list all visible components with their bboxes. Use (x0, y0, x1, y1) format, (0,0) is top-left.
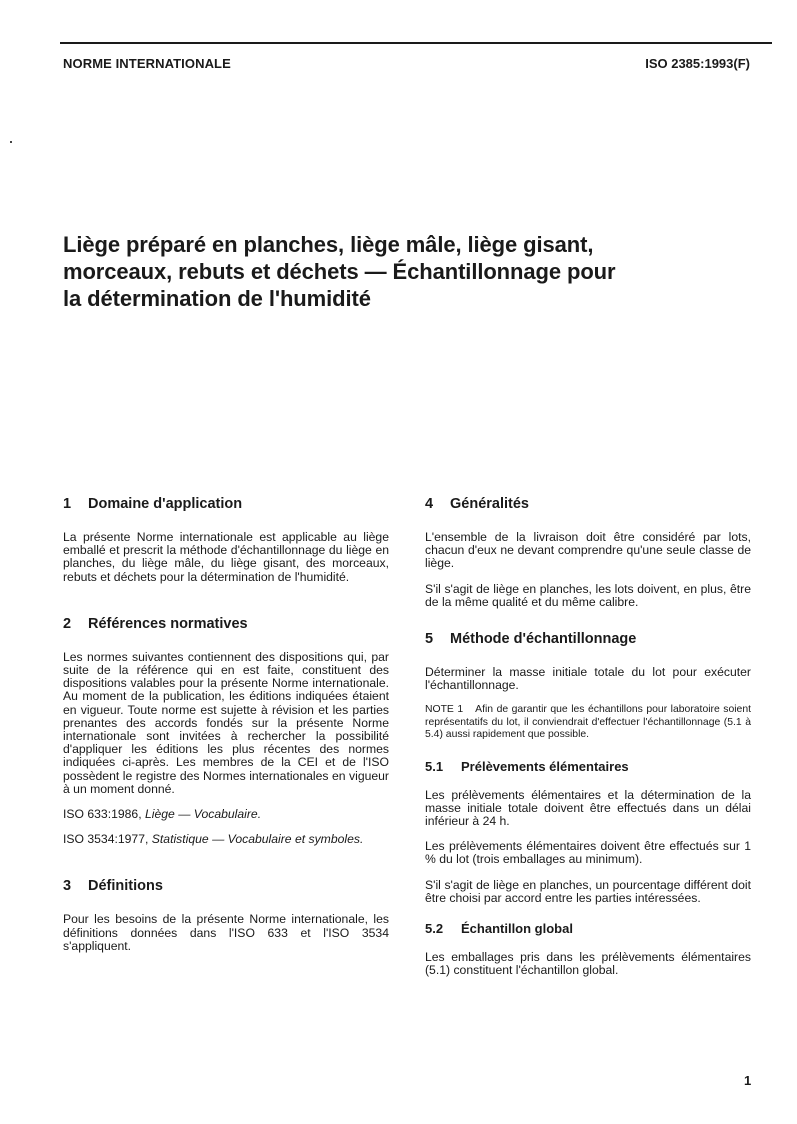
left-column (63, 495, 389, 965)
section-number: 5 (425, 631, 434, 648)
section-heading (63, 615, 389, 633)
section-title: Méthode d'échantillonnage (450, 631, 637, 648)
reference-title: Statistique — Vocabulaire et symboles. (151, 832, 364, 847)
subsection-5-1 (425, 759, 751, 905)
standard-reference: ISO 2385:1993(F) (645, 56, 750, 71)
note (425, 704, 751, 741)
paragraph: Pour les besoins de la présente Norme internationale, les définitions données dans l'ISO 633 et l'ISO 3534 s'appliquent. (63, 912, 389, 953)
section-1 (63, 495, 389, 584)
note-text: Afin de garantir que les échantillons pour laboratoire soient représentatifs du lot, il conviendrait d'effectuer l'échantillonnage (5.1 à 5.4) aussi rapidement que possible. (425, 704, 752, 741)
section-title: Définitions (88, 878, 163, 895)
paragraph: Les normes suivantes contiennent des dispositions qui, par suite de la référence qui en est faite, constituent des dispositions valables pour la présente Norme internationale. Au moment de la publication, les éditions indiquées étaient en vigueur. Toute norme est sujette à révision et les parties prenantes des accords fondés sur la présente Norme internationale sont invitées à rechercher la possibilité d'appliquer les éditions les plus récentes des normes indiquées ci-après. Les membres de la CEI et de l'ISO possèdent le registre des Normes internationales en vigueur à un moment donné. (63, 649, 389, 796)
scan-speck (10, 141, 12, 143)
section-number: 1 (63, 496, 72, 512)
subsection-title: Prélèvements élémentaires (461, 758, 629, 774)
section-2 (63, 615, 389, 847)
subsection-number: 5.1 (425, 758, 444, 774)
normative-reference (63, 808, 389, 821)
section-heading (425, 495, 751, 513)
paragraph: Les prélèvements élémentaires et la détermination de la masse initiale totale doivent être effectués dans un délai inférieur à 24 h. (425, 787, 751, 829)
paragraph: Les emballages pris dans les prélèvements élémentaires (5.1) constituent l'échantillon global. (425, 950, 751, 978)
note-label: NOTE 1 (425, 704, 464, 716)
section-title: Références normatives (88, 615, 248, 632)
paragraph: L'ensemble de la livraison doit être considéré par lots, chacun d'eux ne devant comprendre qu'une seule classe de liège. (425, 530, 751, 571)
section-number: 4 (425, 496, 434, 512)
section-heading (63, 877, 389, 895)
paragraph: Déterminer la masse initiale totale du lot pour exécuter l'échantillonnage. (425, 665, 751, 693)
subsection-heading (425, 921, 751, 937)
section-4 (425, 495, 751, 609)
page-number: 1 (744, 1073, 752, 1088)
document-type-label: NORME INTERNATIONALE (63, 56, 231, 71)
reference-title: Liège — Vocabulaire. (145, 807, 262, 822)
section-number: 3 (63, 878, 72, 895)
header-rule (60, 42, 772, 44)
right-column (425, 495, 751, 989)
section-heading (63, 495, 389, 513)
section-3 (63, 877, 389, 953)
subsection-heading (425, 759, 751, 775)
title-line-2: morceaux, rebuts et déchets — Échantillonnage pour (63, 259, 616, 284)
subsection-5-2 (425, 921, 751, 977)
section-title: Généralités (450, 496, 529, 512)
reference-code: ISO 3534:1977, (63, 832, 149, 847)
paragraph: S'il s'agit de liège en planches, un pourcentage différent doit être choisi par accord entre les parties intéressées. (425, 877, 751, 905)
paragraph: S'il s'agit de liège en planches, les lots doivent, en plus, être de la même qualité et du même calibre. (425, 581, 751, 609)
normative-reference (63, 833, 389, 846)
paragraph: La présente Norme internationale est applicable au liège emballé et prescrit la méthode d'échantillonnage du liège en planches, du liège mâle, du liège gisant, des morceaux, rebuts et déchets pour la détermination de l'humidité. (63, 530, 389, 584)
section-title: Domaine d'application (88, 496, 243, 512)
title-line-3: la détermination de l'humidité (63, 286, 371, 311)
subsection-number: 5.2 (425, 921, 444, 937)
document-title (63, 231, 743, 312)
reference-code: ISO 633:1986, (63, 807, 142, 822)
section-5 (425, 630, 751, 742)
section-heading (425, 630, 751, 648)
title-line-1: Liège préparé en planches, liège mâle, liège gisant, (63, 232, 594, 257)
section-number: 2 (63, 615, 72, 632)
paragraph: Les prélèvements élémentaires doivent être effectués sur 1 % du lot (trois emballages au minimum). (425, 839, 751, 867)
subsection-title: Échantillon global (461, 921, 573, 937)
